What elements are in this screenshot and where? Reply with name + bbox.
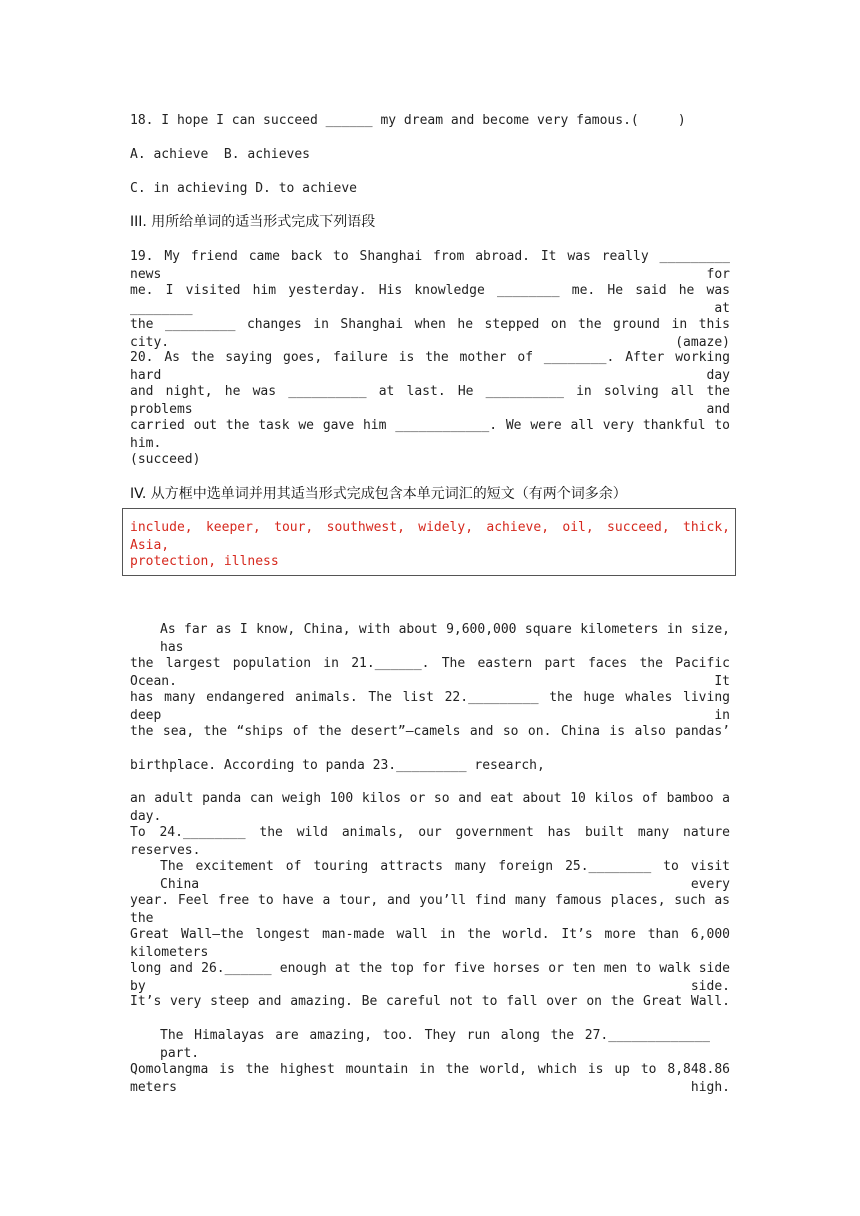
passage-p2-line-5: It’s very steep and amazing. Be careful not to fall over on the Great Wall. [130, 994, 730, 1009]
passage-p2-line-1: The excitement of touring attracts many foreign 25.________ to visit China every [160, 859, 730, 892]
question-18-options-ab: A. achieve B. achieves [130, 147, 311, 162]
section-4-heading: IV. 从方框中选单词并用其适当形式完成包含本单元词汇的短文（有两个词多余） [130, 486, 627, 502]
question-20-line-1: 20. As the saying goes, failure is the mother of ________. After working hard day [130, 350, 730, 383]
passage-p1-line-1: As far as I know, China, with about 9,600,000 square kilometers in size, has [160, 622, 730, 655]
passage-p2-line-3: Great Wall—the longest man-made wall in the world. It’s more than 6,000 kilometers [130, 927, 730, 960]
question-18-options-cd: C. in achieving D. to achieve [130, 181, 357, 196]
passage-p1-line-2: the largest population in 21.______. The eastern part faces the Pacific Ocean. It [130, 656, 730, 689]
passage-p1-line-3: has many endangered animals. The list 22._________ the huge whales living deep in [130, 690, 730, 723]
question-18-stem: 18. I hope I can succeed ______ my dream and become very famous.( ) [130, 113, 686, 128]
passage-p2-line-4: long and 26.______ enough at the top for five horses or ten men to walk side by side. [130, 961, 730, 994]
question-20-hint: (succeed) [130, 452, 201, 467]
question-19-line-2: me. I visited him yesterday. His knowledge ________ me. He said he was ________ at [130, 283, 730, 316]
passage-p1-line-4: the sea, the “ships of the desert”—camels and so on. China is also pandas’ [130, 724, 730, 739]
word-box-line-2: protection, illness [130, 554, 279, 569]
passage-p3-line-1: The Himalayas are amazing, too. They run along the 27._____________ part. [160, 1028, 710, 1061]
word-box-line-1: include, keeper, tour, southwest, widely, achieve, oil, succeed, thick, Asia, [130, 520, 730, 553]
question-20-line-2: and night, he was __________ at last. He __________ in solving all the problems and [130, 384, 730, 417]
passage-p2-line-2: year. Feel free to have a tour, and you’ll find many famous places, such as the [130, 893, 730, 926]
passage-p3-line-2: Qomolangma is the highest mountain in the world, which is up to 8,848.86 meters high. [130, 1062, 730, 1095]
question-20-line-3: carried out the task we gave him ____________. We were all very thankful to him. [130, 418, 730, 451]
passage-p1-line-7: To 24.________ the wild animals, our government has built many nature reserves. [130, 825, 730, 858]
question-19-line-3: the _________ changes in Shanghai when he stepped on the ground in this city. (amaze) [130, 317, 730, 350]
passage-p1-line-6: an adult panda can weigh 100 kilos or so and eat about 10 kilos of bamboo a day. [130, 791, 730, 824]
passage-p1-line-5: birthplace. According to panda 23._________ research, [130, 758, 545, 773]
question-19-line-1: 19. My friend came back to Shanghai from abroad. It was really _________ news for [130, 249, 730, 282]
section-3-heading: III. 用所给单词的适当形式完成下列语段 [130, 214, 376, 230]
